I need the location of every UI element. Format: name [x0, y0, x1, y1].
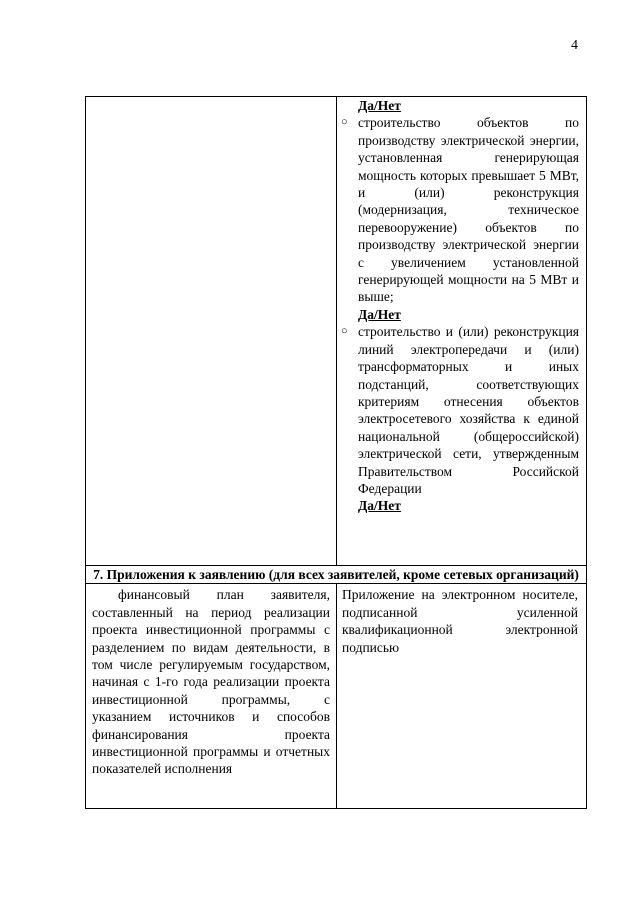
table-cell-empty	[86, 97, 337, 566]
table-cell-options	[337, 97, 587, 566]
yes-no-label-1[interactable]: Да/Нет	[358, 98, 401, 113]
attachment-text: Приложение на электронном носителе, подписанной усиленной квалификационной электронной подписью	[342, 587, 578, 655]
page-number: 4	[571, 38, 578, 53]
yes-no-label-2[interactable]: Да/Нет	[358, 306, 401, 322]
table-row-options	[86, 97, 587, 566]
table-cell-financial-plan	[86, 584, 337, 809]
yes-no-label-3[interactable]: Да/Нет	[358, 498, 401, 514]
table-row-section-header	[86, 566, 587, 584]
radio-circle-icon[interactable]: ○	[341, 325, 348, 338]
section-7-title: 7. Приложения к заявлению (для всех заявителей, кроме сетевых организаций)	[86, 566, 587, 584]
option-item-2	[341, 323, 579, 497]
option-item-1	[341, 114, 579, 305]
table-row-section-body	[86, 584, 587, 809]
radio-circle-icon[interactable]: ○	[341, 116, 348, 129]
financial-plan-text: финансовый план заявителя, составленный на период реализации проекта инвестиционной программы с разделением по видам деятельности, в том числе регулируемым государством, начиная с 1-го года реализации проекта инвестиционной программы, с указанием источников и способов финансирования проекта инвестиционной программы и отчетных показателей исполнения	[92, 587, 330, 777]
option-text-1: строительство объектов по производству электрической энергии, установленная генерирующая мощность которых превышает 5 МВт, и (или) реконструкция (модернизация, техническое перевооружение) объектов по производству электрической энергии с увеличением установленной генерирующей мощности на 5 МВт и выше;	[358, 115, 579, 305]
document-table	[85, 96, 587, 809]
option-text-2: строительство и (или) реконструкция линий электропередачи и (или) трансформаторных и иных подстанций, соответствующих критериям отнесения объектов электросетевого хозяйства к единой национальной (общероссийской) электрической сети, утвержденным Правительством Российской Федерации	[358, 324, 579, 496]
table-cell-attachment	[337, 584, 587, 809]
